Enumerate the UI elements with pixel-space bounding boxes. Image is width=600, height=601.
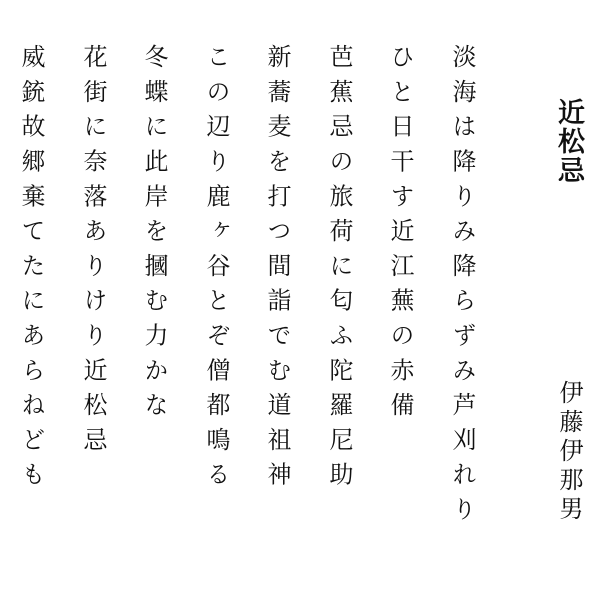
verse-line: ひと日干す近江蕪の赤備 <box>386 44 414 427</box>
author-name: 伊藤伊那男 <box>555 380 583 525</box>
verse-line: 冬蝶に此岸を摑む力かな <box>140 44 168 427</box>
poem-title: 近松忌 <box>553 98 584 185</box>
verse-line: 芭蕉忌の旅荷に匂ふ陀羅尼助 <box>325 44 353 497</box>
verse-line: この辺り鹿ヶ谷とぞ僧都鳴る <box>202 44 230 497</box>
verse-line: 淡海は降りみ降らずみ芦刈れり <box>448 44 476 532</box>
verse-line: 花街に奈落ありけり近松忌 <box>79 44 107 462</box>
verse-line: 威銃故郷棄てたにあらねども <box>17 44 45 497</box>
verse-line: 新蕎麦を打つ間詣でむ道祖神 <box>263 44 291 497</box>
